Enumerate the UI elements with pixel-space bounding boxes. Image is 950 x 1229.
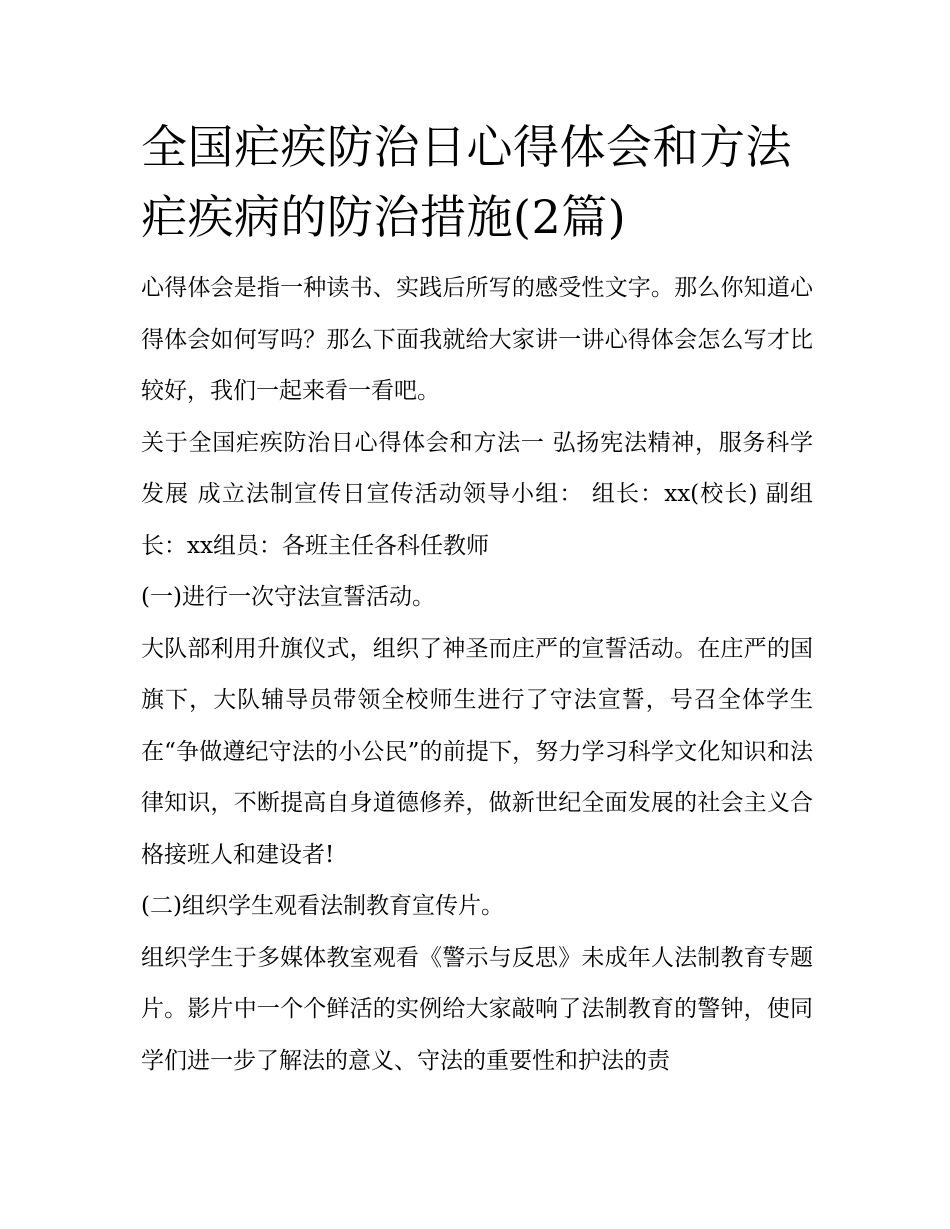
paragraph-oath-activity: 大队部利用升旗仪式，组织了神圣而庄严的宣誓活动。在庄严的国旗下，大队辅导员带领全校师生进行了守法宣誓，号召全体学生在“争做遵纪守法的小公民”的前提下，努力学习科学文化知识和法律知识，不断提高自身道德修养，做新世纪全面发展的社会主义合格接班人和建设者! [141,635,813,868]
paragraph-intro: 心得体会是指一种读书、实践后所写的感受性文字。那么你知道心得体会如何写吗？那么下面我就给大家讲一讲心得体会怎么写才比较好，我们一起来看一看吧。 [141,275,813,404]
paragraph-section-one: 关于全国疟疾防治日心得体会和方法一 弘扬宪法精神，服务科学发展 成立法制宣传日宣传活动领导小组： 组长：xx(校长) 副组长：xx组员：各班主任各科任教师 [141,429,813,559]
document-title: 全国疟疾防治日心得体会和方法 疟疾病的防治措施(2篇) [141,120,792,244]
paragraph-film-activity: 组织学生于多媒体教室观看《警示与反思》未成年人法制教育专题片。影片中一个个鲜活的实例给大家敲响了法制教育的警钟，使同学们进一步了解法的意义、守法的重要性和护法的责 [141,944,813,1074]
document-body [141,112,813,1087]
paragraph-heading-oath: (一)进行一次守法宣誓活动。 [141,584,435,610]
paragraph-heading-film: (二)组织学生观看法制教育宣传片。 [141,893,504,919]
